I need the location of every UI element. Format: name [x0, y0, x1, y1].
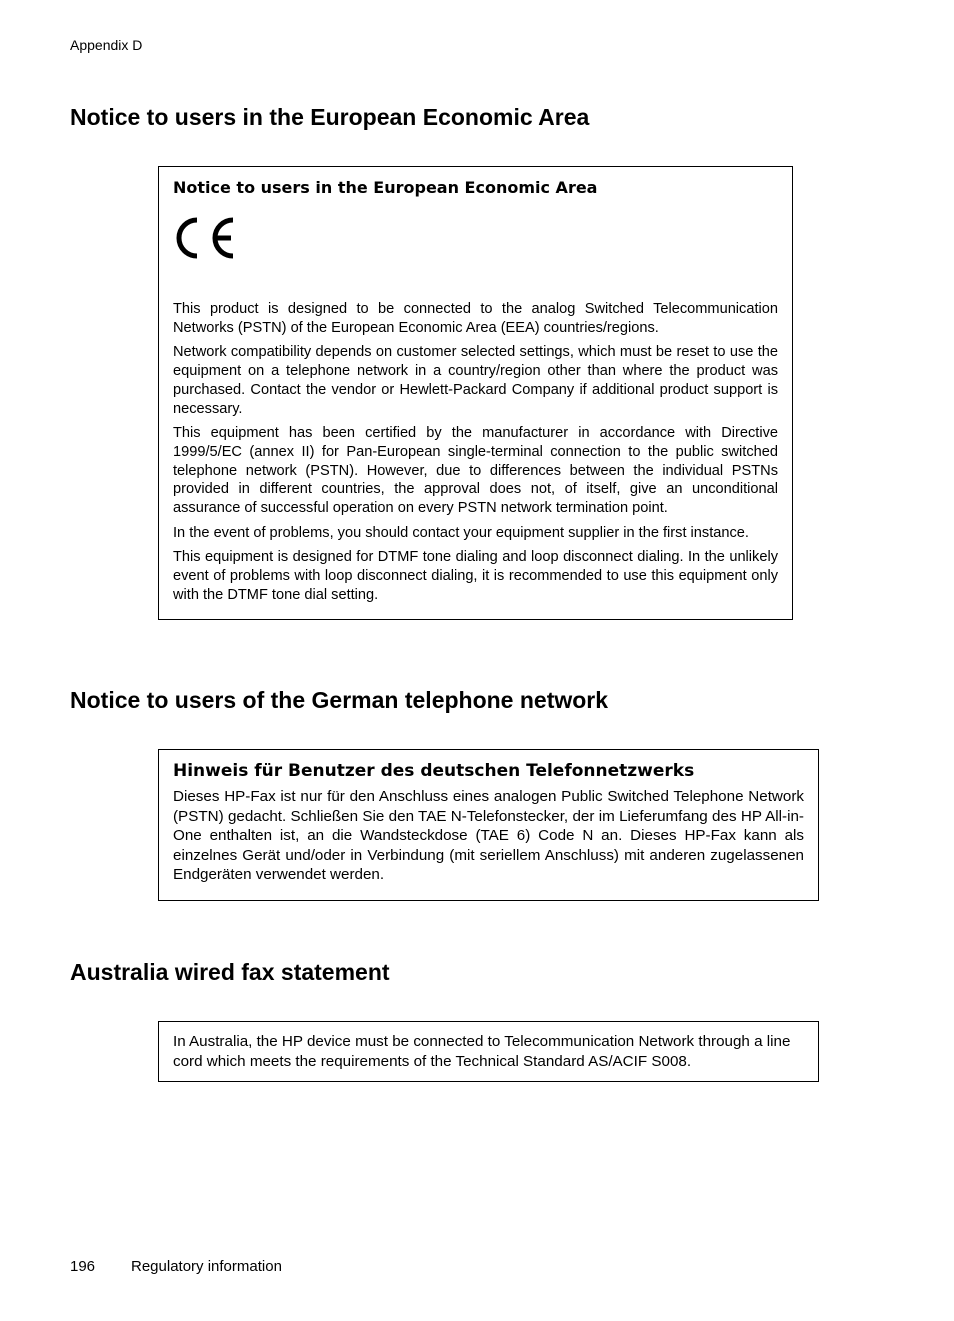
eea-paragraph-2: Network compatibility depends on customer selected settings, which must be reset to use the equipment on a telephone network in a country/region other than where the product was purchased. Contact the vendor or Hewlett-Packard Company if additional product support is necessary. [173, 344, 778, 417]
german-box-title: Hinweis für Benutzer des deutschen Telefonnetzwerks [173, 761, 695, 781]
eea-paragraph-3: This equipment has been certified by the manufacturer in accordance with Directive 1999/5/EC (annex II) for Pan-European single-terminal connection to the public switched telephone network (PSTN). However, due to differences between the individual PSTNs provided in different countries, the approval does not, of itself, give an unconditional assurance of successful operation on every PSTN network termination point. [173, 425, 778, 517]
eea-notice-box [158, 166, 793, 620]
section-heading-australia: Australia wired fax statement [70, 959, 390, 985]
eea-box-title: Notice to users in the European Economic Area [173, 178, 598, 197]
footer-section-name: Regulatory information [131, 1258, 282, 1275]
eea-paragraph-5: This equipment is designed for DTMF tone dialing and loop disconnect dialing. In the unlikely event of problems with loop disconnect dialing, it is recommended to use this equipment only with the DTMF tone dial setting. [173, 549, 778, 603]
australia-paragraph: In Australia, the HP device must be connected to Telecommunication Network through a line cord which meets the requirements of the Technical Standard AS/ACIF S008. [173, 1033, 791, 1070]
eea-paragraph-4: In the event of problems, you should contact your equipment supplier in the first instance. [173, 524, 749, 541]
page-number: 196 [70, 1258, 96, 1275]
australia-notice-box [158, 1021, 819, 1082]
german-paragraph: Dieses HP-Fax ist nur für den Anschluss eines analogen Public Switched Telephone Network (PSTN) gedacht. Schließen Sie den TAE N-Telefonstecker, der im Lieferumfang des HP All-in-One enthalten ist, an die Wandsteckdose (TAE 6) Code N an. Dieses HP-Fax kann als einzelnes Gerät und/oder in Verbindung (mit seriellem Anschluss) mit anderen zugelassenen Endgeräten verwendet werden. [173, 788, 804, 883]
section-heading-german: Notice to users of the German telephone network [70, 687, 609, 713]
german-notice-box [158, 749, 819, 901]
section-heading-eea: Notice to users in the European Economic Area [70, 104, 590, 130]
eea-paragraph-1: This product is designed to be connected to the analog Switched Telecommunication Networks (PSTN) of the European Economic Area (EEA) countries/regions. [173, 301, 778, 336]
ce-mark-icon [173, 214, 778, 262]
running-head: Appendix D [70, 37, 143, 53]
